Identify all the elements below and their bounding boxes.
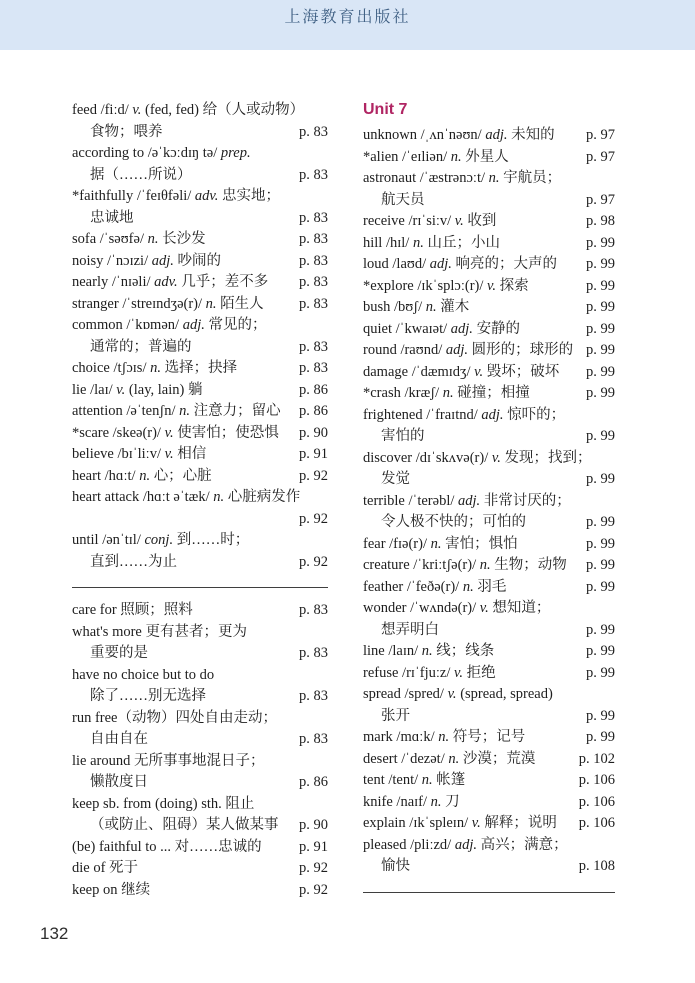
- entry-text: believe /bɪˈliːv/ v. 相信: [72, 446, 207, 462]
- entry-text: die of 死于: [72, 860, 139, 876]
- glossary-line: [72, 530, 328, 552]
- glossary-line: [72, 315, 328, 337]
- glossary-line: [363, 491, 615, 513]
- glossary-line: [72, 686, 328, 708]
- entry-text: refuse /rɪˈfjuːz/ v. 拒绝: [363, 664, 496, 681]
- glossary-line: [363, 598, 615, 620]
- entry-text: fear /fɪə(r)/ n. 害怕；惧怕: [363, 535, 518, 552]
- page-ref: p. 97: [586, 148, 615, 165]
- entry-text: heart attack /hɑːt əˈtæk/ n. 心脏病发作: [72, 489, 301, 505]
- entry-text: attention /əˈtenʃn/ n. 注意力；留心: [72, 403, 281, 419]
- page-ref: p. 106: [578, 793, 615, 810]
- glossary-line: [72, 165, 328, 187]
- glossary-line: [72, 143, 328, 165]
- page-ref: p. 99: [586, 535, 615, 552]
- entry-text: pleased /pliːzd/ adj. 高兴；满意；: [363, 836, 568, 853]
- left-column: [72, 100, 328, 901]
- glossary-line: [72, 229, 328, 251]
- entry-text: stranger /ˈstreɪndʒə(r)/ n. 陌生人: [72, 295, 264, 312]
- entry-text: lie /laɪ/ v. (lay, lain) 躺: [72, 381, 203, 398]
- entry-text: heart /hɑːt/ n. 心；心脏: [72, 467, 212, 484]
- glossary-line: [72, 294, 328, 316]
- entry-text: lie around 无所事事地混日子；: [72, 752, 265, 769]
- page-ref: p. 83: [299, 123, 328, 140]
- page-ref: p. 90: [299, 817, 328, 833]
- entry-text: 直到……为止: [90, 553, 177, 570]
- section-divider: [72, 587, 328, 588]
- glossary-line: [72, 251, 328, 273]
- entry-text: *explore /ɪkˈsplɔː(r)/ v. 探索: [363, 277, 529, 294]
- glossary-line: [363, 340, 615, 362]
- glossary-line: [363, 792, 615, 814]
- glossary-line: [72, 380, 328, 402]
- entry-text: spread /spred/ v. (spread, spread): [363, 686, 553, 702]
- entry-text: 通常的；普遍的: [90, 338, 192, 355]
- glossary-line: [72, 729, 328, 751]
- glossary-line: [72, 509, 328, 531]
- glossary-line: [363, 362, 615, 384]
- entry-text: round /raʊnd/ adj. 圆形的；球形的: [363, 342, 574, 358]
- section-divider: [363, 892, 615, 893]
- entry-text: 令人极不快的；可怕的: [381, 514, 526, 530]
- page-ref: p. 99: [586, 277, 615, 294]
- glossary-line: [72, 122, 328, 144]
- page-ref: p. 83: [299, 338, 328, 355]
- entry-text: common /ˈkɒmən/ adj. 常见的；: [72, 317, 267, 333]
- entry-text: sofa /ˈsəʊfə/ n. 长沙发: [72, 231, 206, 247]
- glossary-line: [363, 254, 615, 276]
- unit-heading: Unit 7: [363, 101, 408, 118]
- page-ref: p. 106: [578, 772, 615, 788]
- page-ref: p. 99: [586, 471, 615, 487]
- page-ref: p. 99: [586, 299, 615, 315]
- left-column-entries: [72, 100, 328, 901]
- glossary-line: [363, 297, 615, 319]
- glossary-line: [363, 706, 615, 728]
- page-ref: p. 99: [586, 385, 615, 401]
- entry-text: nearly /ˈnɪəli/ adv. 几乎；差不多: [72, 274, 269, 290]
- page-ref: p. 92: [299, 467, 328, 484]
- glossary-line: [363, 577, 615, 599]
- entry-text: have no choice but to do: [72, 666, 215, 683]
- page-ref: p. 99: [586, 363, 615, 380]
- glossary-line: [363, 147, 615, 169]
- glossary-line: [363, 749, 615, 771]
- page-ref: p. 83: [299, 166, 328, 183]
- entry-text: keep sb. from (doing) sth. 阻止: [72, 795, 255, 812]
- page-ref: p. 91: [299, 838, 328, 855]
- glossary-line: [363, 641, 615, 663]
- page-ref: p. 108: [578, 858, 615, 874]
- entry-text: *alien /ˈeɪliən/ n. 外星人: [363, 148, 509, 165]
- page-ref: p. 86: [299, 403, 328, 419]
- entry-text: 害怕的: [381, 428, 425, 444]
- entry-text: mark /mɑːk/ n. 符号；记号: [363, 729, 526, 745]
- page-ref: p. 97: [586, 127, 615, 143]
- entry-text: tent /tent/ n. 帐篷: [363, 772, 466, 788]
- glossary-line: [72, 665, 328, 687]
- glossary-line: [72, 751, 328, 773]
- entry-text: 发觉: [381, 471, 410, 487]
- page-ref: p. 97: [586, 191, 615, 208]
- glossary-line: [72, 487, 328, 509]
- page-ref: p. 106: [578, 815, 615, 831]
- entry-text: quiet /ˈkwaɪət/ adj. 安静的: [363, 320, 521, 337]
- glossary-line: [72, 880, 328, 902]
- glossary-line: [363, 512, 615, 534]
- glossary-line: [72, 858, 328, 880]
- right-column-entries: [363, 125, 615, 893]
- entry-text: 想弄明白: [381, 621, 439, 638]
- page-ref: p. 99: [586, 234, 615, 251]
- entry-text: creature /ˈkriːtʃə(r)/ n. 生物；动物: [363, 557, 567, 573]
- entry-text: feed /fiːd/ v. (fed, fed) 给（人或动物）: [72, 102, 305, 118]
- glossary-line: [72, 708, 328, 730]
- page-ref: p. 99: [586, 557, 615, 573]
- page-ref: p. 90: [299, 424, 328, 441]
- entry-text: unknown /ˌʌnˈnəʊn/ adj. 未知的: [363, 127, 555, 143]
- entry-text: knife /naɪf/ n. 刀: [363, 793, 460, 810]
- glossary-line: [363, 190, 615, 212]
- glossary-line: [363, 813, 615, 835]
- page-ref: p. 86: [299, 774, 328, 790]
- page-ref: p. 92: [299, 881, 328, 898]
- glossary-line: [363, 770, 615, 792]
- glossary-line: [72, 272, 328, 294]
- page-ref: p. 83: [299, 252, 328, 269]
- entry-text: what's more 更有甚者；更为: [72, 623, 247, 640]
- page-ref: p. 99: [586, 342, 615, 358]
- page-ref: p. 83: [299, 602, 328, 618]
- entry-text: astronaut /ˈæstrənɔːt/ n. 宇航员；: [363, 170, 562, 186]
- page-ref: p. 86: [299, 381, 328, 398]
- entry-text: desert /ˈdezət/ n. 沙漠；荒漠: [363, 750, 536, 767]
- page-ref: p. 83: [299, 688, 328, 704]
- glossary-line: [72, 466, 328, 488]
- glossary-line: [363, 383, 615, 405]
- entry-text: explain /ɪkˈspleɪn/ v. 解释；说明: [363, 815, 557, 831]
- glossary-line: [363, 405, 615, 427]
- entry-text: noisy /ˈnɔɪzi/ adj. 吵闹的: [72, 252, 222, 269]
- glossary-line: [72, 837, 328, 859]
- entry-text: （或防止、阻碍）某人做某事: [90, 817, 279, 833]
- glossary-line: [72, 600, 328, 622]
- page-ref: p. 83: [299, 645, 328, 661]
- glossary-line: [363, 663, 615, 685]
- glossary-line: [363, 534, 615, 556]
- glossary-line: [363, 684, 615, 706]
- entry-text: receive /rɪˈsiːv/ v. 收到: [363, 213, 497, 229]
- page-ref: p. 83: [299, 295, 328, 312]
- entry-text: terrible /ˈterəbl/ adj. 非常讨厌的；: [363, 492, 571, 509]
- glossary-line: [72, 815, 328, 837]
- glossary-line: [72, 401, 328, 423]
- glossary-line: [72, 186, 328, 208]
- page-number: 132: [40, 924, 69, 943]
- page-ref: p. 99: [586, 514, 615, 530]
- glossary-line: [72, 100, 328, 122]
- glossary-line: [72, 337, 328, 359]
- page-ref: p. 83: [299, 731, 328, 747]
- glossary-line: [363, 319, 615, 341]
- glossary-line: [363, 620, 615, 642]
- entry-text: *faithfully /ˈfeɪθfəli/ adv. 忠实地；: [72, 188, 281, 204]
- entry-text: care for 照顾；照料: [72, 602, 193, 618]
- page-ref: p. 102: [578, 750, 615, 767]
- glossary-line: [72, 552, 328, 574]
- page-ref: p. 99: [586, 729, 615, 745]
- glossary-line: [363, 448, 615, 470]
- entry-text: line /laɪn/ n. 线；线条: [363, 643, 495, 659]
- entry-text: until /ənˈtɪl/ conj. 到……时；: [72, 532, 250, 548]
- entry-text: feather /ˈfeðə(r)/ n. 羽毛: [363, 578, 507, 595]
- entry-text: (be) faithful to ... 对……忠诚的: [72, 838, 262, 855]
- page-ref: p. 98: [586, 213, 615, 229]
- glossary-line: [363, 211, 615, 233]
- entry-text: 航天员: [381, 191, 425, 208]
- page-ref: p. 91: [299, 446, 328, 462]
- page-ref: p. 99: [586, 621, 615, 638]
- page-ref: p. 92: [299, 510, 328, 527]
- entry-text: damage /ˈdæmɪdʒ/ v. 毁坏；破坏: [363, 363, 560, 380]
- glossary-line: [363, 555, 615, 577]
- entry-text: 食物；喂养: [90, 123, 163, 140]
- glossary-line: [363, 233, 615, 255]
- entry-text: 愉快: [381, 858, 410, 874]
- right-column: [363, 100, 615, 905]
- entry-text: frightened /ˈfraɪtnd/ adj. 惊吓的；: [363, 406, 566, 423]
- page-ref: p. 99: [586, 428, 615, 444]
- entry-text: choice /tʃɔɪs/ n. 选择；抉择: [72, 360, 238, 376]
- glossary-line: [363, 276, 615, 298]
- page-ref: p. 99: [586, 707, 615, 724]
- entry-text: according to /əˈkɔːdɪŋ tə/ prep.: [72, 145, 251, 161]
- entry-text: hill /hɪl/ n. 山丘；小山: [363, 234, 500, 251]
- page-ref: p. 83: [299, 360, 328, 376]
- entry-text: wonder /ˈwʌndə(r)/ v. 想知道；: [363, 600, 551, 616]
- entry-text: 自由自在: [90, 731, 148, 747]
- glossary-line: [72, 794, 328, 816]
- entry-text: 据（……所说）: [90, 166, 192, 183]
- glossary-line: [363, 168, 615, 190]
- glossary-line: [72, 643, 328, 665]
- glossary-line: [72, 358, 328, 380]
- entry-text: bush /bʊʃ/ n. 灌木: [363, 299, 470, 315]
- entry-text: run free（动物）四处自由走动；: [72, 709, 277, 726]
- entry-text: discover /dɪˈskʌvə(r)/ v. 发现；找到；: [363, 449, 592, 466]
- entry-text: 忠诚地: [90, 209, 134, 226]
- glossary-line: [363, 835, 615, 857]
- page-ref: p. 83: [299, 274, 328, 290]
- glossary-line: [72, 423, 328, 445]
- entry-text: 懒散度日: [90, 774, 148, 790]
- entry-text: loud /laʊd/ adj. 响亮的；大声的: [363, 256, 558, 272]
- glossary-line: [72, 772, 328, 794]
- entry-text: 张开: [381, 707, 410, 724]
- page-ref: p. 99: [586, 256, 615, 272]
- glossary-line: [72, 622, 328, 644]
- header-band: [0, 0, 695, 50]
- publisher-title: 上海教育出版社: [284, 9, 411, 26]
- glossary-line: [363, 125, 615, 147]
- page-ref: p. 99: [586, 578, 615, 595]
- glossary-line: [363, 469, 615, 491]
- page-ref: p. 99: [586, 320, 615, 337]
- glossary-line: [363, 856, 615, 878]
- page-ref: p. 83: [299, 231, 328, 247]
- glossary-line: [363, 426, 615, 448]
- page-ref: p. 92: [299, 553, 328, 570]
- page-ref: p. 92: [299, 860, 328, 876]
- glossary-line: [363, 727, 615, 749]
- page-ref: p. 83: [299, 209, 328, 226]
- page-ref: p. 99: [586, 664, 615, 681]
- glossary-line: [72, 444, 328, 466]
- page-ref: p. 99: [586, 643, 615, 659]
- glossary-line: [72, 208, 328, 230]
- entry-text: *scare /skeə(r)/ v. 使害怕；使恐惧: [72, 424, 279, 441]
- entry-text: keep on 继续: [72, 881, 151, 898]
- entry-text: 除了……别无选择: [90, 688, 206, 704]
- entry-text: 重要的是: [90, 645, 148, 661]
- entry-text: *crash /kræʃ/ n. 碰撞；相撞: [363, 385, 530, 401]
